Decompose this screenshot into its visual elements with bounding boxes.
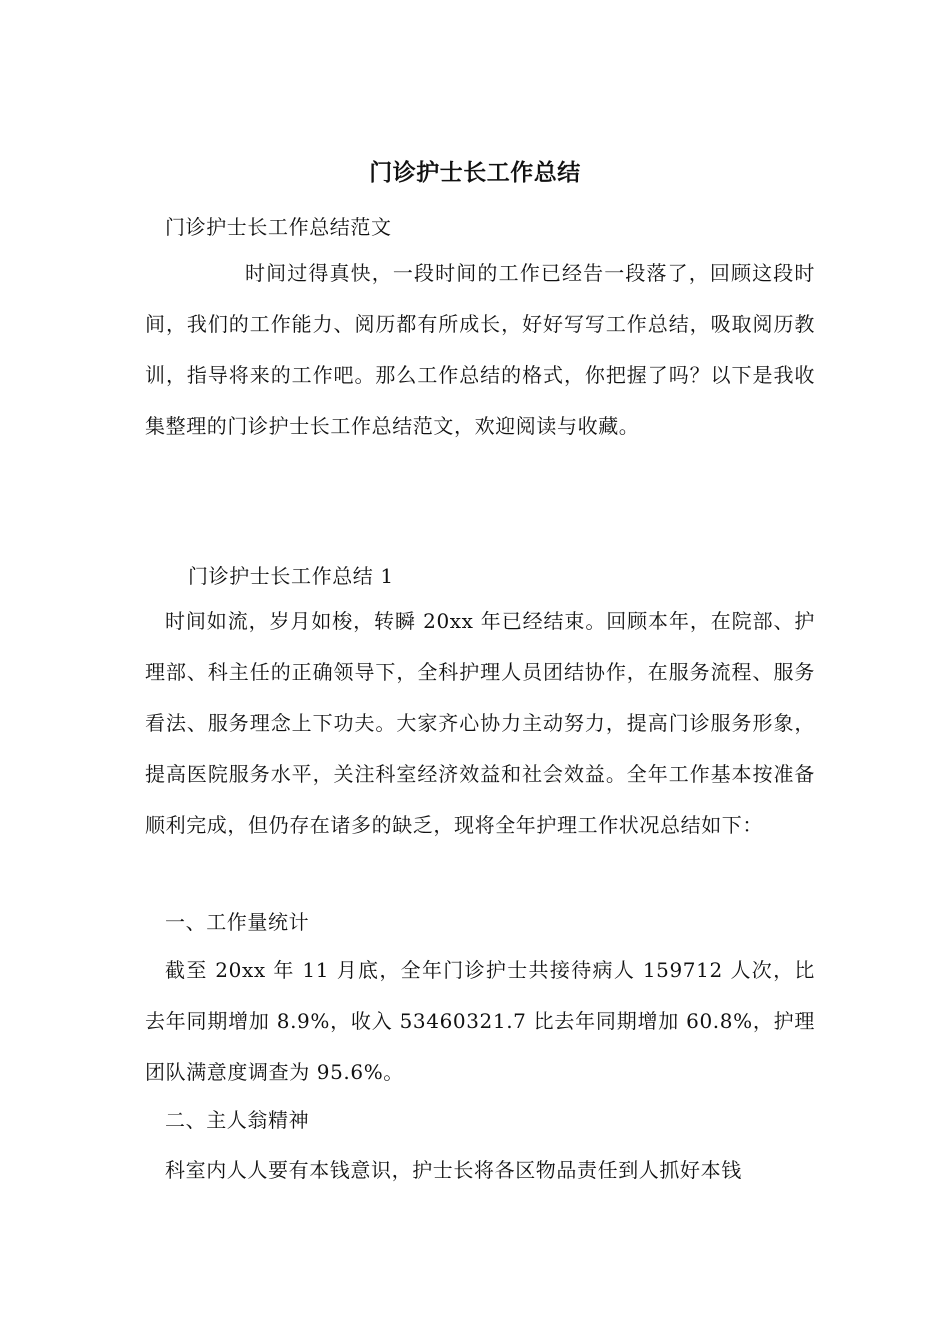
section-title: 门诊护士长工作总结 1 xyxy=(188,564,394,588)
document-subtitle: 门诊护士长工作总结范文 xyxy=(165,215,392,239)
heading-workload-statistics: 一、工作量统计 xyxy=(165,910,310,934)
body-paragraph-1: 时间如流，岁月如梭，转瞬 20xx 年已经结束。回顾本年，在院部、护理部、科主任的正确领导下，全科护理人员团结协作，在服务流程、服务看法、服务理念上下功夫。大家齐心协力主动努力，提高门诊服务形象，提高医院服务水平，关注科室经济效益和社会效益。全年工作基本按准备顺利完成，但仍存在诸多的缺乏，现将全年护理工作状况总结如下： xyxy=(145,609,815,837)
body-paragraph-3: 科室内人人要有本钱意识，护士长将各区物品责任到人抓好本钱 xyxy=(165,1158,742,1182)
document-title: 门诊护士长工作总结 xyxy=(369,159,581,186)
intro-paragraph: 时间过得真快，一段时间的工作已经告一段落了，回顾这段时间，我们的工作能力、阅历都有所成长，好好写写工作总结，吸取阅历教训，指导将来的工作吧。那么工作总结的格式，你把握了吗？以下是我收集整理的门诊护士长工作总结范文，欢迎阅读与收藏。 xyxy=(145,261,815,438)
heading-ownership-spirit: 二、主人翁精神 xyxy=(165,1108,310,1132)
body-paragraph-2: 截至 20xx 年 11 月底，全年门诊护士共接待病人 159712 人次，比去年同期增加 8.9%，收入 53460321.7 比去年同期增加 60.8%，护理团队满意度调查为 95.6%。 xyxy=(145,958,815,1084)
